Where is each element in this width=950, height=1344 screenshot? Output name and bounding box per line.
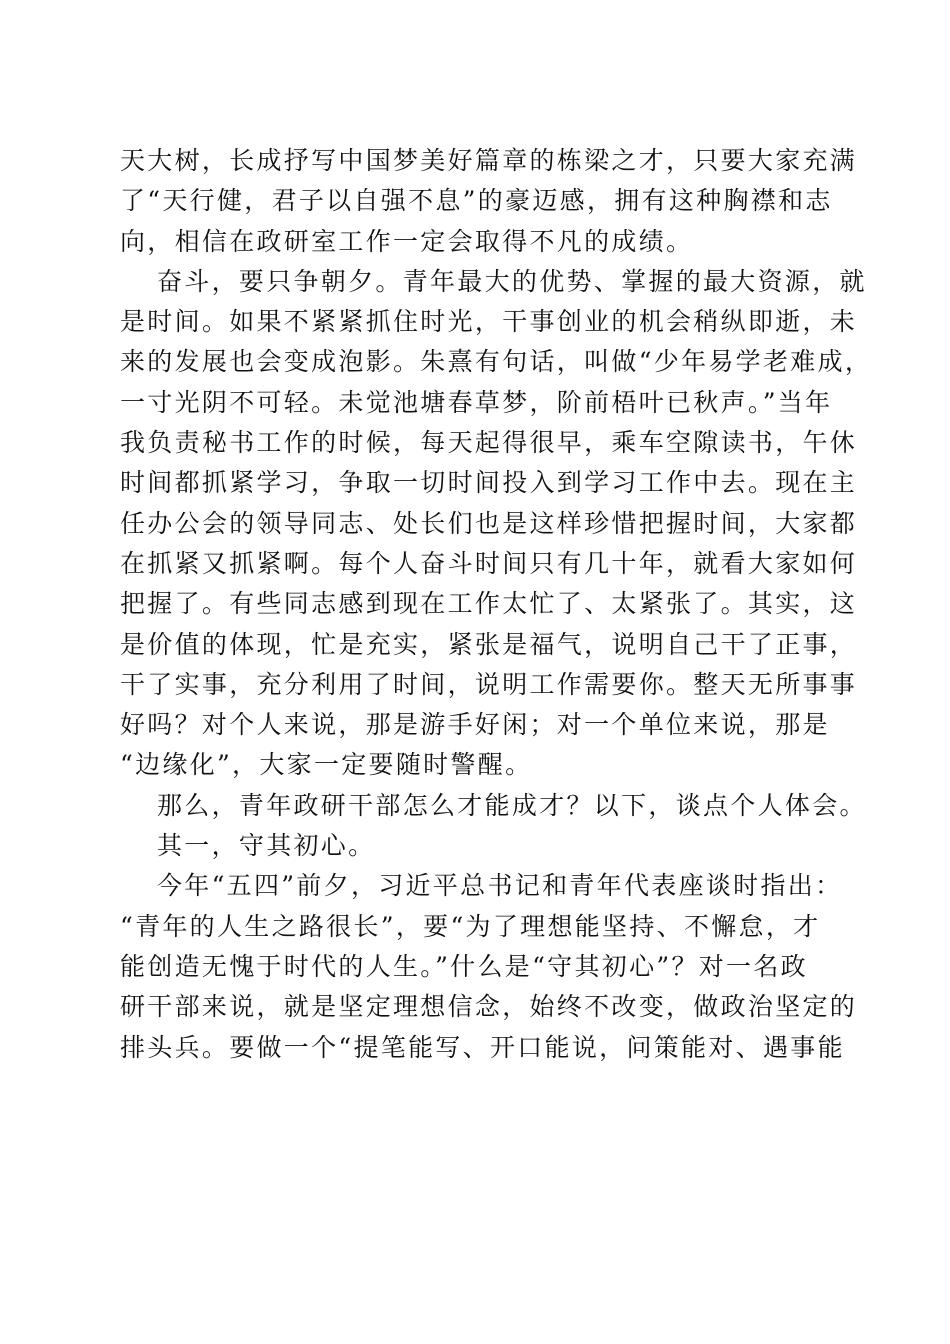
section-heading: 其一，守其初心。 [157, 831, 376, 861]
text-line: 任办公会的领导同志、处长们也是这样珍惜把握时间，大家都 [120, 508, 858, 538]
text-line: 好吗？对个人来说，那是游手好闲；对一个单位来说，那是 [120, 710, 830, 740]
text-line: 向，相信在政研室工作一定会取得不凡的成绩。 [120, 226, 694, 256]
text-line: 一寸光阴不可轻。未觉池塘春草梦，阶前梧叶已秋声。”当年 [120, 387, 833, 417]
paragraph-start-line: 那么，青年政研干部怎么才能成才？以下，谈点个人体会。 [157, 790, 867, 820]
text-line: 把握了。有些同志感到现在工作太忙了、太紧张了。其实，这 [120, 589, 858, 619]
text-line: 干了实事，充分利用了时间，说明工作需要你。整天无所事事 [120, 669, 858, 699]
text-line: 来的发展也会变成泡影。朱熹有句话，叫做“少年易学老难成， [120, 347, 873, 377]
text-line: 是时间。如果不紧紧抓住时光，干事创业的机会稍纵即逝，未 [120, 307, 858, 337]
text-line: “边缘化”，大家一定要随时警醒。 [120, 750, 533, 780]
document-body [120, 141, 873, 1068]
text-line: 排头兵。要做一个“提笔能写、开口能说，问策能对、遇事能 [120, 1032, 845, 1062]
text-line: 了“天行健，君子以自强不息”的豪迈感，拥有这种胸襟和志 [120, 186, 833, 216]
text-line: 能创造无愧于时代的人生。”什么是“守其初心”？对一名政 [120, 951, 808, 981]
text-line: 研干部来说，就是坚定理想信念，始终不改变，做政治坚定的 [120, 992, 858, 1022]
text-line: 是价值的体现，忙是充实，紧张是福气，说明自己干了正事， [120, 629, 858, 659]
text-line: “青年的人生之路很长”，要“为了理想能坚持、不懈怠，才 [120, 911, 821, 941]
paragraph-start-line: 奋斗，要只争朝夕。青年最大的优势、掌握的最大资源，就 [157, 266, 867, 296]
paragraph-start-line: 今年“五四”前夕，习近平总书记和青年代表座谈时指出： [157, 871, 843, 901]
text-line: 在抓紧又抓紧啊。每个人奋斗时间只有几十年，就看大家如何 [120, 548, 858, 578]
text-line: 我负责秘书工作的时候，每天起得很早，乘车空隙读书，午休 [120, 428, 858, 458]
text-line: 天大树，长成抒写中国梦美好篇章的栋梁之才，只要大家充满 [120, 146, 858, 175]
text-line: 时间都抓紧学习，争取一切时间投入到学习工作中去。现在主 [120, 468, 858, 498]
